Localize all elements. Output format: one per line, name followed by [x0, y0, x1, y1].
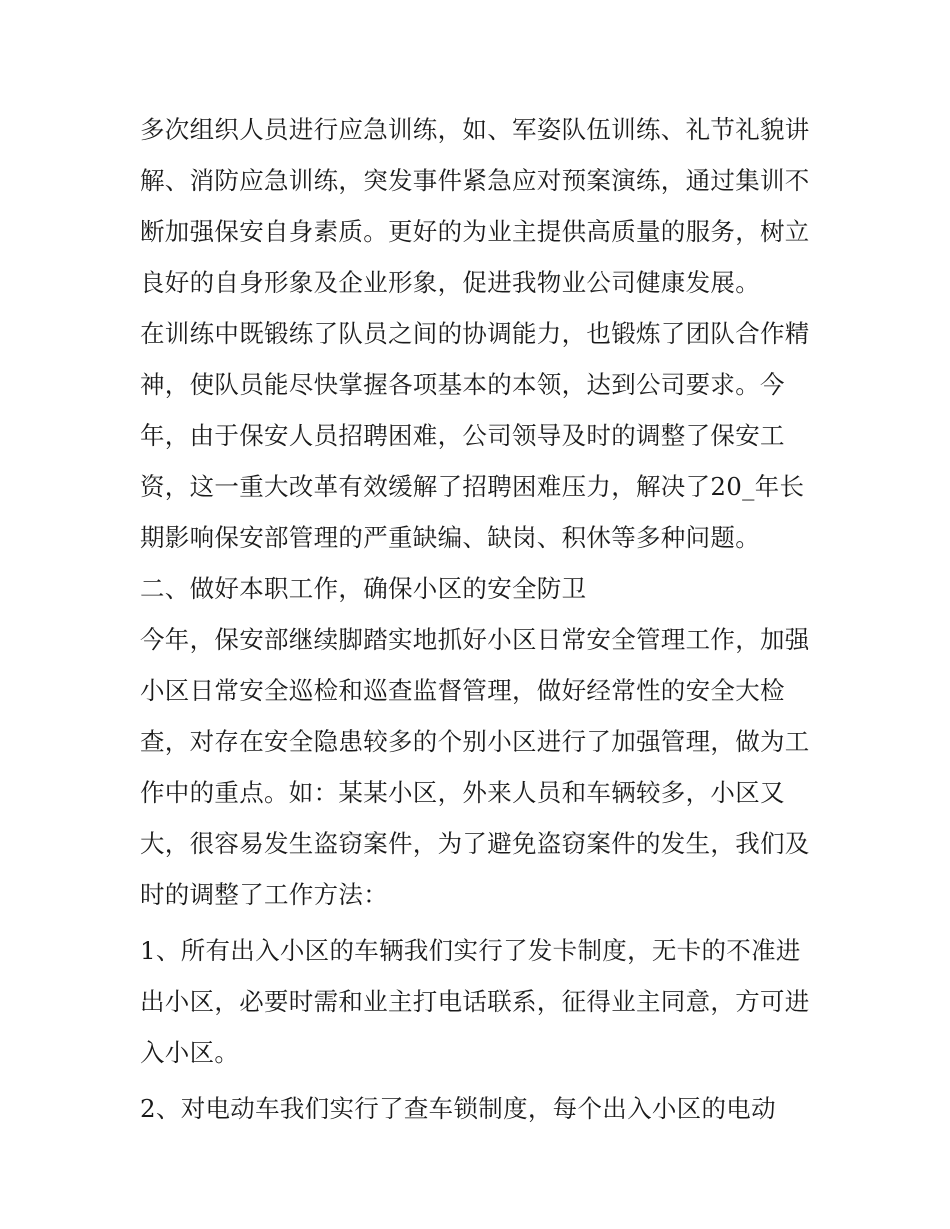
text-line: 大，很容易发生盗窃案件，为了避免盗窃案件的发生，我们及	[140, 829, 810, 858]
list-item-line: 出小区，必要时需和业主打电话联系，征得业主同意，方可进	[140, 987, 810, 1016]
text-line: 期影响保安部管理的严重缺编、缺岗、积休等多种问题。	[140, 523, 760, 552]
text-line: 年，由于保安人员招聘困难，公司领导及时的调整了保安工	[140, 421, 785, 450]
section-heading: 二、做好本职工作，确保小区的安全防卫	[140, 574, 587, 603]
text-line: 时的调整了工作方法：	[140, 880, 388, 909]
list-item-line: 1、所有出入小区的车辆我们实行了发卡制度，无卡的不准进	[140, 936, 801, 965]
list-item-line: 入小区。	[140, 1038, 240, 1067]
text-line: 神，使队员能尽快掌握各项基本的本领，达到公司要求。今	[140, 370, 785, 399]
text-line: 今年，保安部继续脚踏实地抓好小区日常安全管理工作，加强	[140, 625, 810, 654]
list-item-line: 2、对电动车我们实行了查车锁制度，每个出入小区的电动	[140, 1094, 776, 1123]
text-line: 良好的自身形象及企业形象，促进我物业公司健康发展。	[140, 268, 760, 297]
text-line: 解、消防应急训练，突发事件紧急应对预案演练，通过集训不	[140, 166, 810, 195]
text-line: 小区日常安全巡检和巡查监督管理，做好经常性的安全大检	[140, 676, 785, 705]
text-line: 多次组织人员进行应急训练，如、军姿队伍训练、礼节礼貌讲	[140, 115, 810, 144]
document-body	[140, 104, 820, 1134]
text-line: 作中的重点。如：某某小区，外来人员和车辆较多，小区又	[140, 778, 785, 807]
text-line: 在训练中既锻练了队员之间的协调能力，也锻炼了团队合作精	[140, 319, 810, 348]
text-line: 资，这一重大改革有效缓解了招聘困难压力，解决了20_年长	[140, 472, 805, 501]
text-line: 断加强保安自身素质。更好的为业主提供高质量的服务，树立	[140, 217, 810, 246]
text-line: 查，对存在安全隐患较多的个别小区进行了加强管理，做为工	[140, 727, 810, 756]
